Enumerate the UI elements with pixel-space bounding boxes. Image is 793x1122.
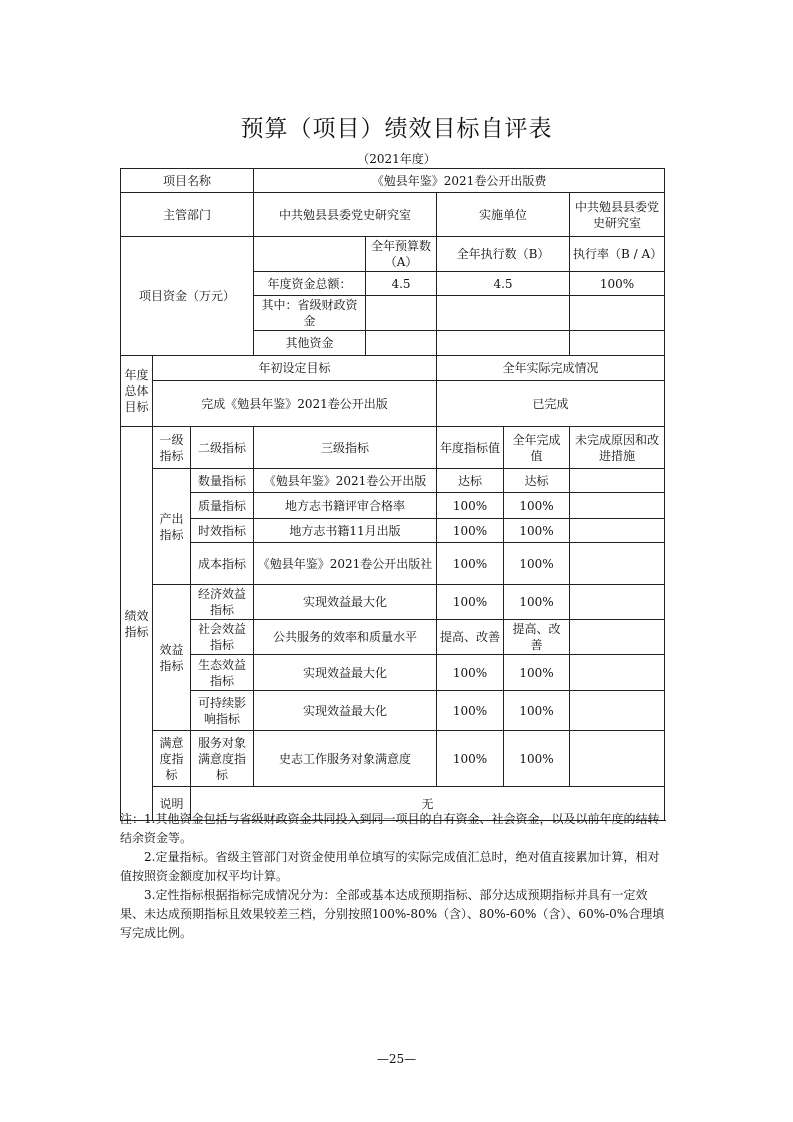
indicator-level3: 地方志书籍11月出版 bbox=[254, 519, 437, 543]
indicator-target: 100% bbox=[437, 691, 504, 731]
indicator-level2: 可持续影响指标 bbox=[191, 691, 254, 731]
indicator-level3: 实现效益最大化 bbox=[254, 655, 437, 691]
funds-row-budget bbox=[366, 296, 437, 331]
funds-header-blank bbox=[254, 237, 366, 272]
indicator-level3: 《勉县年鉴》2021卷公开出版社 bbox=[254, 543, 437, 585]
header-level1: 一级指标 bbox=[153, 427, 191, 469]
indicator-level2: 时效指标 bbox=[191, 519, 254, 543]
indicator-actual: 100% bbox=[504, 519, 570, 543]
header-actual: 全年完成值 bbox=[504, 427, 570, 469]
indicator-level3: 地方志书籍评审合格率 bbox=[254, 493, 437, 519]
funds-row-label: 年度资金总额： bbox=[254, 272, 366, 296]
remark-label: 说明 bbox=[153, 787, 191, 821]
page-title: 预算（项目）绩效目标自评表 bbox=[240, 116, 553, 142]
indicator-reason bbox=[570, 731, 665, 787]
indicator-level2: 成本指标 bbox=[191, 543, 254, 585]
funds-row-budget bbox=[366, 331, 437, 356]
funds-row-exec: 4.5 bbox=[437, 272, 570, 296]
indicator-target: 100% bbox=[437, 731, 504, 787]
indicator-actual: 达标 bbox=[504, 469, 570, 493]
indicator-reason bbox=[570, 585, 665, 620]
indicator-actual: 100% bbox=[504, 691, 570, 731]
indicator-level2: 经济效益指标 bbox=[191, 585, 254, 620]
funds-col-rate: 执行率（B / A） bbox=[570, 237, 665, 272]
indicator-actual: 100% bbox=[504, 731, 570, 787]
indicator-target: 100% bbox=[437, 585, 504, 620]
indicator-reason bbox=[570, 519, 665, 543]
indicator-target: 100% bbox=[437, 493, 504, 519]
indicator-target: 提高、改善 bbox=[437, 620, 504, 655]
funds-row-label: 其他资金 bbox=[254, 331, 366, 356]
indicator-level2: 服务对象满意度指标 bbox=[191, 731, 254, 787]
indicator-level3: 公共服务的效率和质量水平 bbox=[254, 620, 437, 655]
funds-row-budget: 4.5 bbox=[366, 272, 437, 296]
dept-label: 主管部门 bbox=[121, 193, 254, 237]
goal-plan-header: 年初设定目标 bbox=[153, 356, 437, 381]
page-number: —25— bbox=[376, 1052, 417, 1066]
funds-row-label: 其中：省级财政资金 bbox=[254, 296, 366, 331]
header-target: 年度指标值 bbox=[437, 427, 504, 469]
output-indicators-label: 产出指标 bbox=[153, 469, 191, 585]
note-item: 注：1.其他资金包括与省级财政资金共同投入到同一项目的自有资金、社会资金，以及以前年度的结转结余资金等。 bbox=[120, 812, 660, 845]
indicator-target: 100% bbox=[437, 655, 504, 691]
indicator-level3: 《勉县年鉴》2021卷公开出版 bbox=[254, 469, 437, 493]
indicator-level2: 生态效益指标 bbox=[191, 655, 254, 691]
header-reason: 未完成原因和改进措施 bbox=[570, 427, 665, 469]
project-name: 《勉县年鉴》2021卷公开出版费 bbox=[254, 169, 665, 193]
indicator-target: 100% bbox=[437, 519, 504, 543]
indicator-level3: 实现效益最大化 bbox=[254, 691, 437, 731]
indicator-actual: 提高、改善 bbox=[504, 620, 570, 655]
performance-table bbox=[120, 168, 665, 821]
funds-row-rate: 100% bbox=[570, 272, 665, 296]
project-name-label: 项目名称 bbox=[121, 169, 254, 193]
indicator-actual: 100% bbox=[504, 543, 570, 585]
indicator-reason bbox=[570, 655, 665, 691]
indicator-actual: 100% bbox=[504, 493, 570, 519]
indicator-level2: 社会效益指标 bbox=[191, 620, 254, 655]
indicator-level3: 史志工作服务对象满意度 bbox=[254, 731, 437, 787]
funds-label: 项目资金（万元） bbox=[121, 237, 254, 356]
funds-row-exec bbox=[437, 296, 570, 331]
indicator-actual: 100% bbox=[504, 585, 570, 620]
funds-row-rate bbox=[570, 331, 665, 356]
note-item: 3.定性指标根据指标完成情况分为：全部或基本达成预期指标、部分达成预期指标并具有一定效果、未达成预期指标且效果较差三档，分别按照100%-80%（含）、80%-60%（含）、60%-0%合理填写完成比例。 bbox=[120, 888, 665, 940]
goal-plan: 完成《勉县年鉴》2021卷公开出版 bbox=[153, 381, 437, 427]
indicator-level3: 实现效益最大化 bbox=[254, 585, 437, 620]
unit-label: 实施单位 bbox=[437, 193, 570, 237]
funds-col-exec: 全年执行数（B） bbox=[437, 237, 570, 272]
header-level2: 二级指标 bbox=[191, 427, 254, 469]
indicator-reason bbox=[570, 469, 665, 493]
goal-actual-header: 全年实际完成情况 bbox=[437, 356, 665, 381]
goal-actual: 已完成 bbox=[437, 381, 665, 427]
note-item: 2.定量指标。省级主管部门对资金使用单位填写的实际完成值汇总时，绝对值直接累加计算，相对值按照资金额度加权平均计算。 bbox=[120, 850, 660, 883]
goal-label: 年度总体目标 bbox=[121, 356, 153, 427]
indicator-reason bbox=[570, 691, 665, 731]
report-year: （2021年度） bbox=[357, 152, 436, 166]
indicator-level2: 数量指标 bbox=[191, 469, 254, 493]
indicator-reason bbox=[570, 543, 665, 585]
funds-col-budget: 全年预算数（A） bbox=[366, 237, 437, 272]
indicator-target: 100% bbox=[437, 543, 504, 585]
header-level3: 三级指标 bbox=[254, 427, 437, 469]
funds-row-exec bbox=[437, 331, 570, 356]
dept-value: 中共勉县县委党史研究室 bbox=[254, 193, 437, 237]
satisfaction-indicators-label: 满意度指标 bbox=[153, 731, 191, 787]
indicator-target: 达标 bbox=[437, 469, 504, 493]
indicator-actual: 100% bbox=[504, 655, 570, 691]
indicators-label: 绩效指标 bbox=[121, 427, 153, 821]
remark-value: 无 bbox=[191, 787, 665, 821]
notes-section bbox=[120, 810, 668, 943]
benefit-indicators-label: 效益指标 bbox=[153, 585, 191, 731]
unit-value: 中共勉县县委党史研究室 bbox=[570, 193, 665, 237]
funds-row-rate bbox=[570, 296, 665, 331]
indicator-reason bbox=[570, 493, 665, 519]
indicator-level2: 质量指标 bbox=[191, 493, 254, 519]
indicator-reason bbox=[570, 620, 665, 655]
